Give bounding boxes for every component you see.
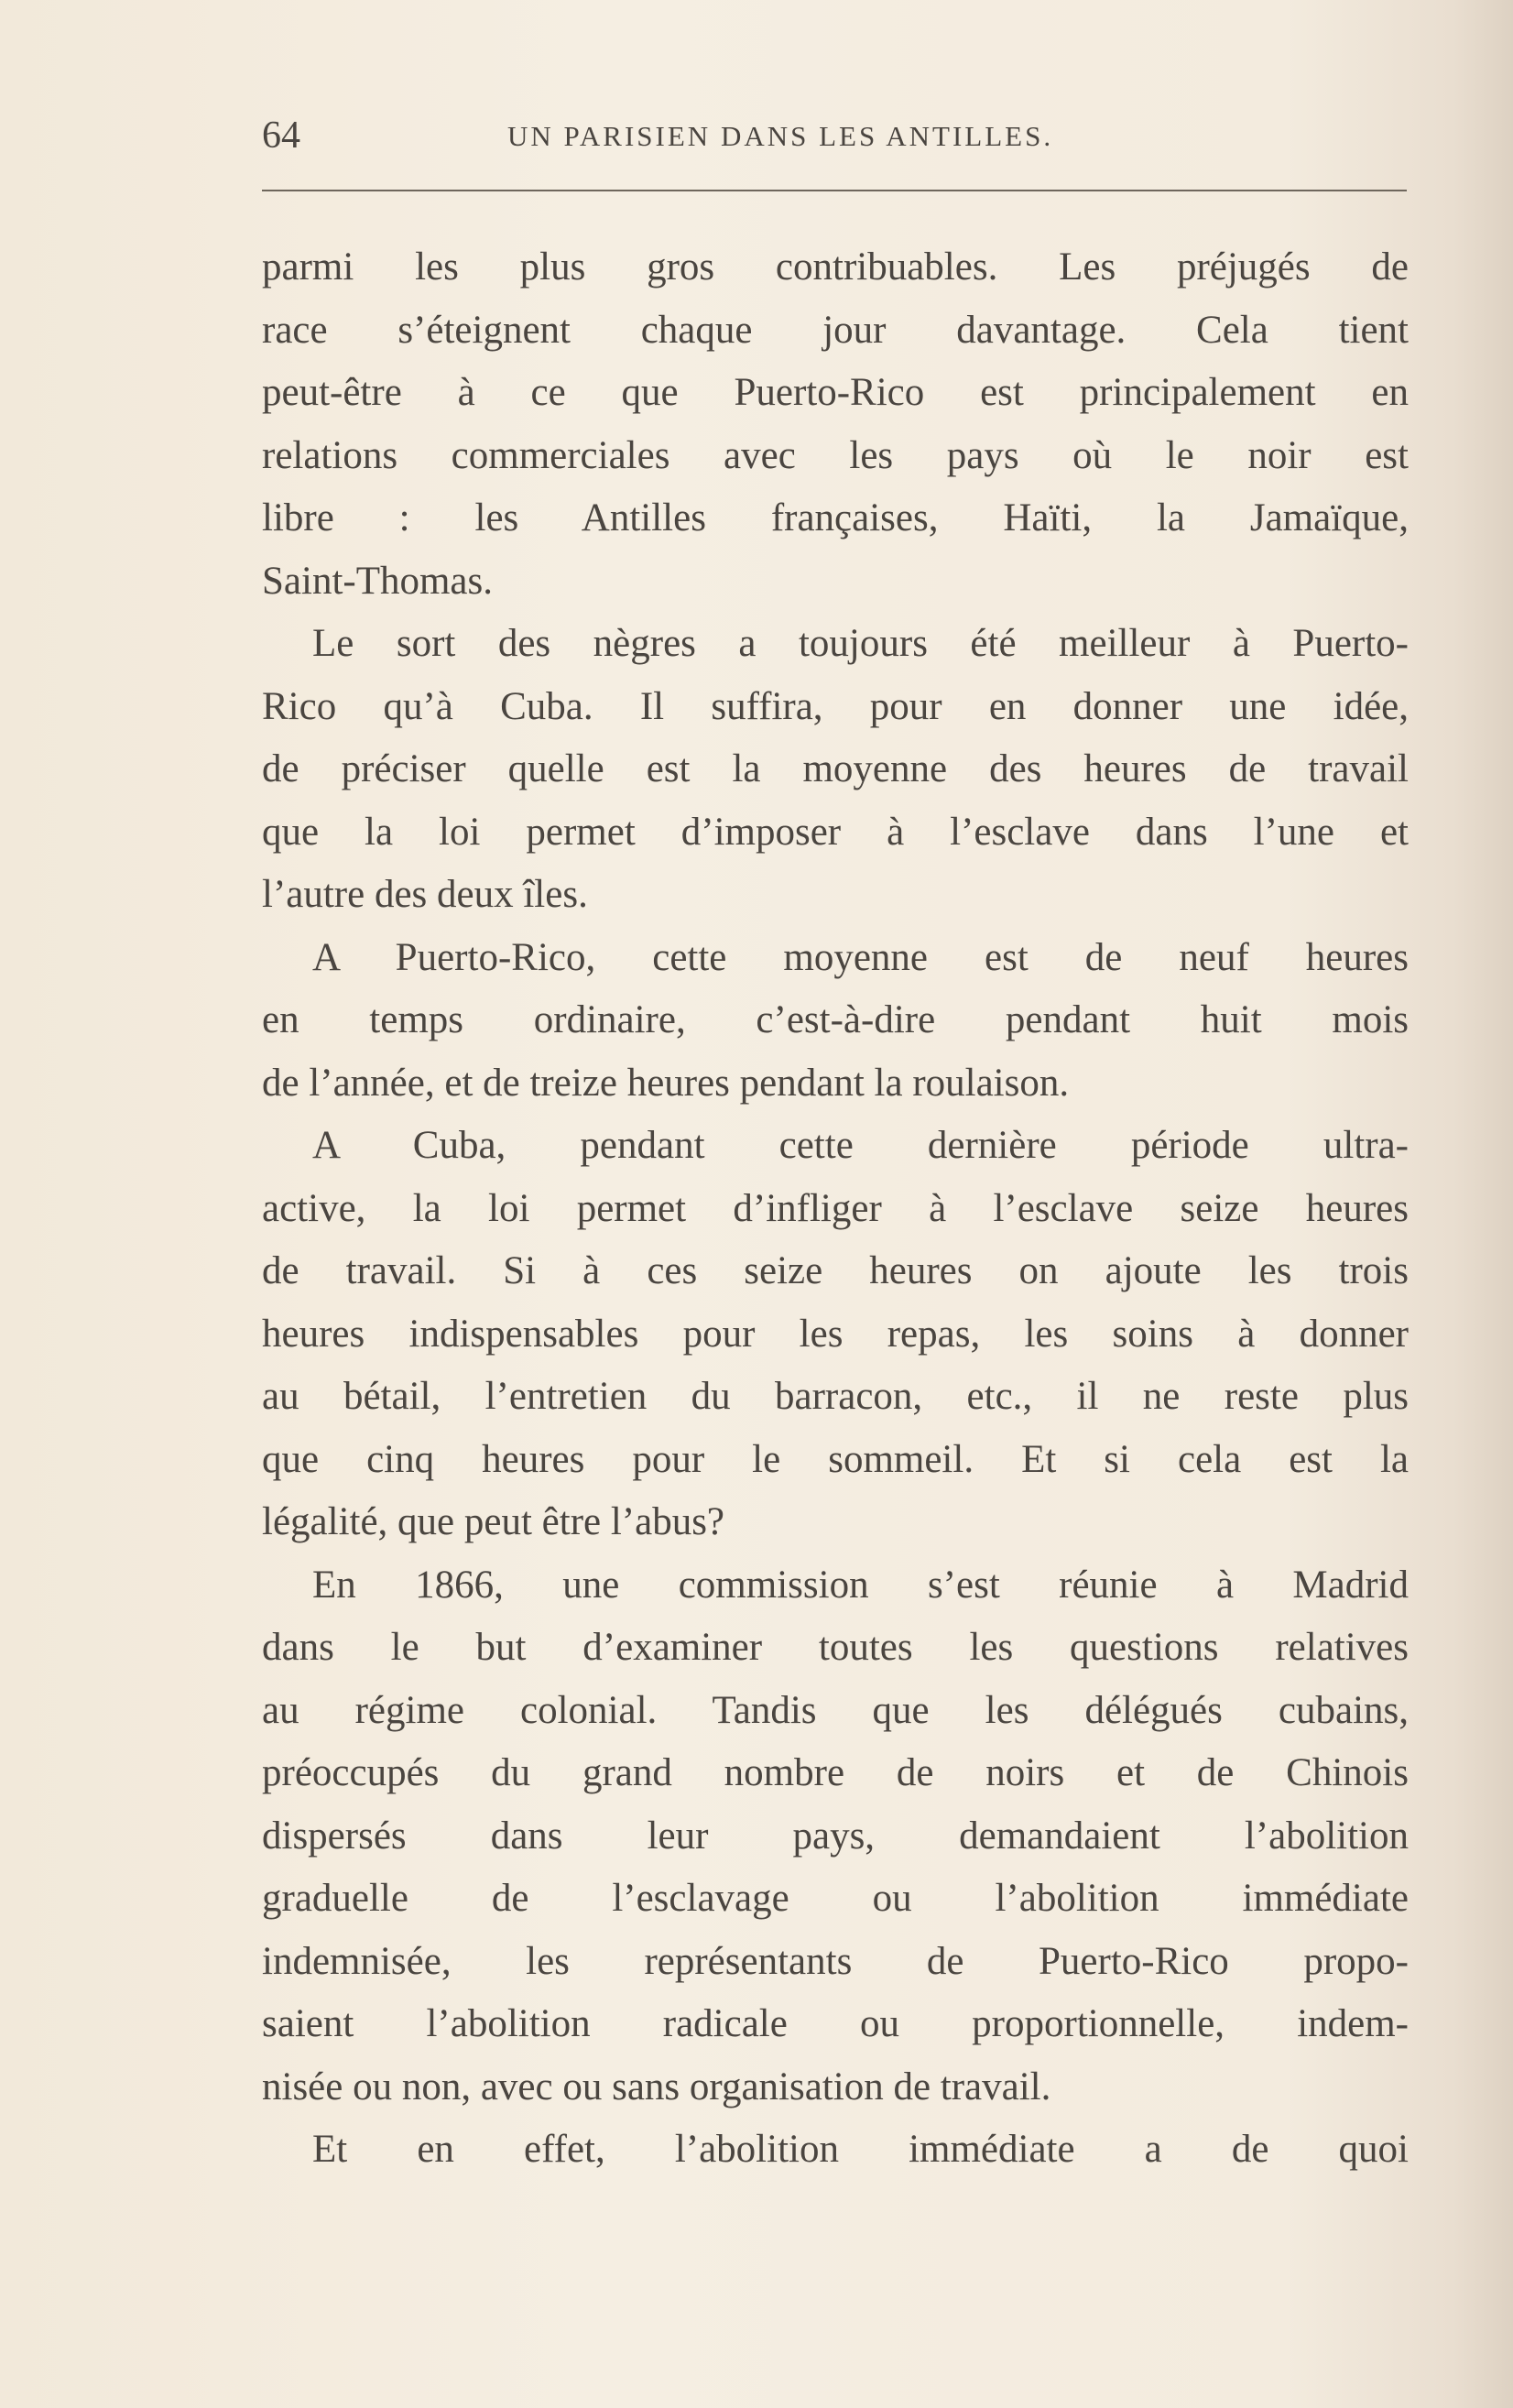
page-number: 64 (262, 114, 300, 157)
text-line: Et en effet, l’abolition immédiate a de quoi (312, 2128, 1409, 2171)
header-rule (262, 190, 1407, 191)
page-header (262, 108, 1407, 163)
text-line: en temps ordinaire, c’est-à-dire pendant huit mois (262, 998, 1409, 1041)
body-text (262, 236, 1409, 2182)
text-line: nisée ou non, avec ou sans organisation de travail. (262, 2065, 1051, 2108)
text-line: heures indispensables pour les repas, les soins à donner (262, 1312, 1409, 1356)
text-line: peut-être à ce que Puerto-Rico est principalement en (262, 371, 1409, 414)
text-line: graduelle de l’esclavage ou l’abolition immédiate (262, 1877, 1409, 1920)
text-line: Le sort des nègres a toujours été meilleur à Puerto- (312, 622, 1409, 665)
text-line: dans le but d’examiner toutes les questions relatives (262, 1626, 1409, 1669)
text-line: au régime colonial. Tandis que les délégués cubains, (262, 1688, 1409, 1732)
text-line: saient l’abolition radicale ou proportionnelle, indem- (262, 2002, 1409, 2045)
text-line: au bétail, l’entretien du barracon, etc., il ne reste plus (262, 1375, 1409, 1418)
text-line: relations commerciales avec les pays où le noir est (262, 433, 1409, 477)
text-line: que cinq heures pour le sommeil. Et si cela est la (262, 1437, 1409, 1481)
running-title: UN PARISIEN DANS LES ANTILLES. (507, 120, 1054, 152)
text-line: race s’éteignent chaque jour davantage. Cela tient (262, 308, 1409, 352)
text-line: dispersés dans leur pays, demandaient l’abolition (262, 1814, 1409, 1858)
text-line: préoccupés du grand nombre de noirs et de Chinois (262, 1751, 1409, 1794)
text-line: En 1866, une commission s’est réunie à Madrid (312, 1563, 1409, 1607)
text-line: Saint-Thomas. (262, 559, 493, 603)
text-line: l’autre des deux îles. (262, 873, 588, 916)
text-line: indemnisée, les représentants de Puerto-Rico propo- (262, 1939, 1409, 1983)
text-line: de travail. Si à ces seize heures on ajoute les trois (262, 1249, 1409, 1292)
text-line: libre : les Antilles françaises, Haïti, la Jamaïque, (262, 496, 1409, 539)
text-line: active, la loi permet d’infliger à l’esclave seize heures (262, 1186, 1409, 1230)
text-line: A Cuba, pendant cette dernière période ultra- (312, 1124, 1409, 1167)
text-line: de l’année, et de treize heures pendant la roulaison. (262, 1061, 1070, 1105)
text-line: Rico qu’à Cuba. Il suffira, pour en donner une idée, (262, 684, 1409, 728)
text-line: de préciser quelle est la moyenne des heures de travail (262, 747, 1409, 790)
text-line: A Puerto-Rico, cette moyenne est de neuf heures (312, 935, 1409, 979)
text-line: que la loi permet d’imposer à l’esclave dans l’une et (262, 810, 1409, 854)
text-line: parmi les plus gros contribuables. Les préjugés de (262, 245, 1409, 289)
text-line: légalité, que peut être l’abus? (262, 1500, 725, 1543)
